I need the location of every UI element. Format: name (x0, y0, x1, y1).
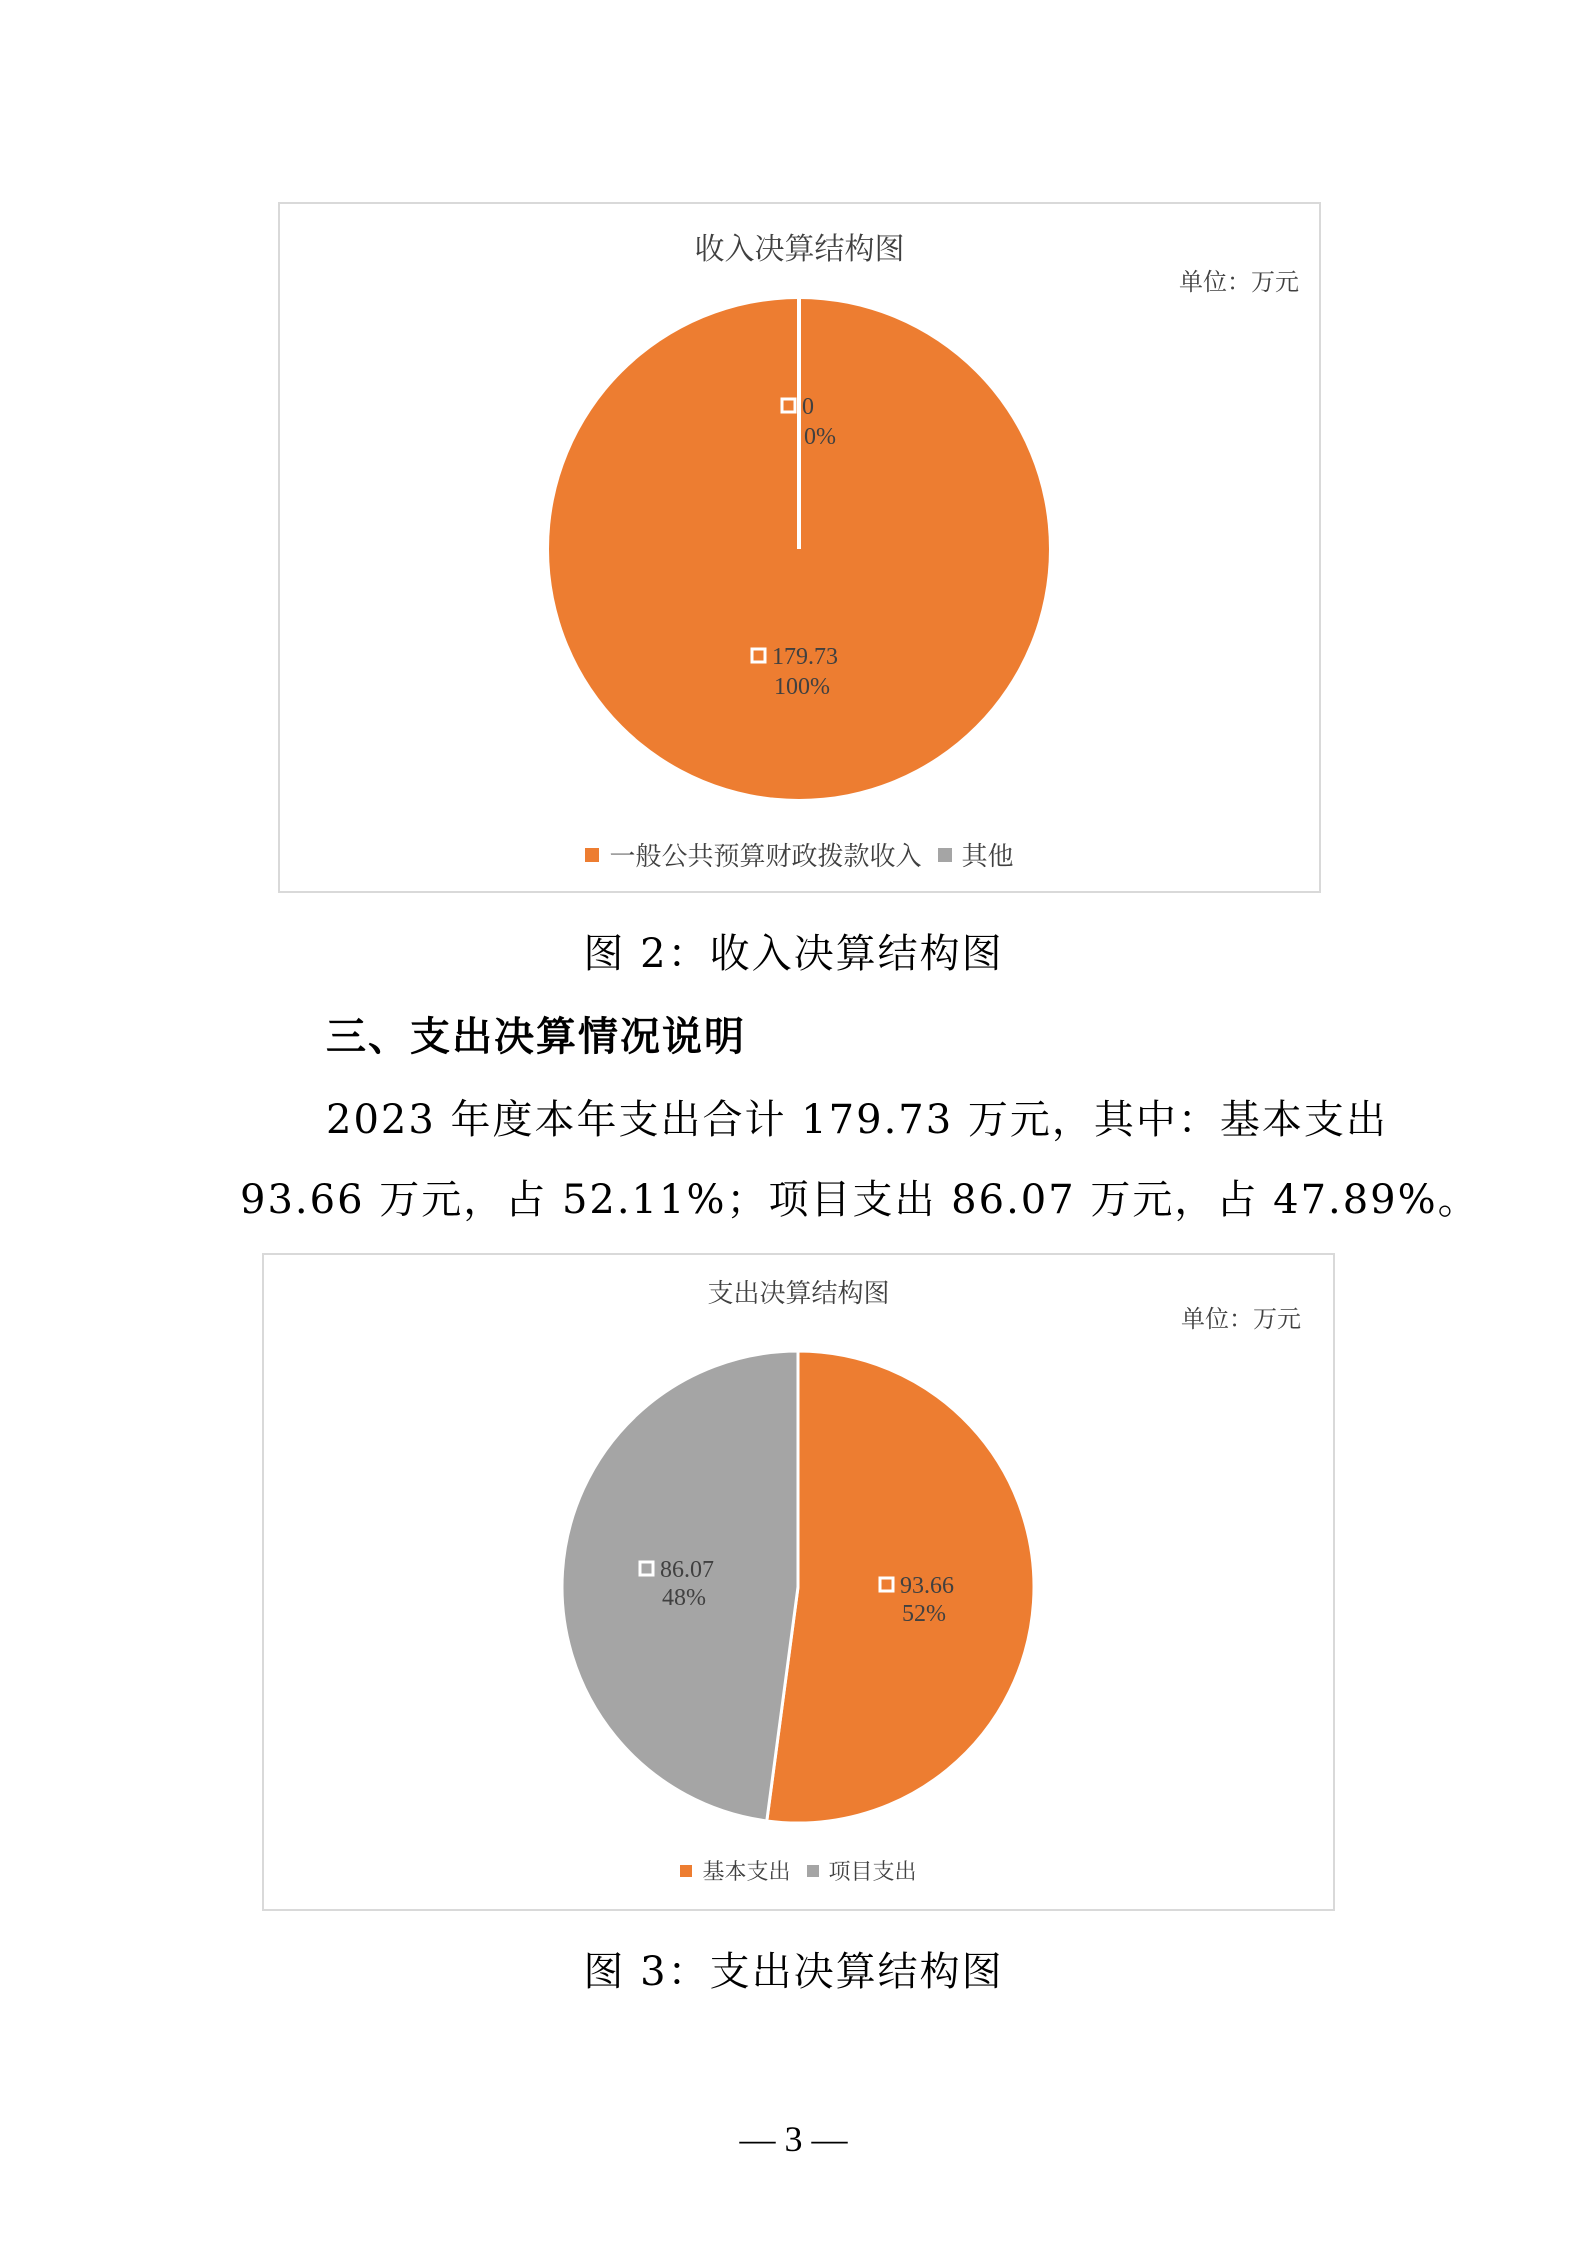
legend-swatch-gray (807, 1865, 819, 1877)
expenditure-chart-unit: 单位：万元 (1181, 1305, 1301, 1333)
section-heading: 三、支出决算情况说明 (326, 1014, 746, 1060)
legend-label: 基本支出 (702, 1860, 791, 1885)
income-legend (280, 836, 1319, 873)
legend-swatch-gray (938, 848, 952, 862)
expenditure-chart (262, 1253, 1335, 1911)
data-label-value: 93.66 (900, 1573, 954, 1599)
legend-label: 项目支出 (828, 1860, 917, 1885)
data-label-percent: 100% (774, 674, 830, 700)
income-chart-unit: 单位：万元 (1179, 268, 1299, 296)
legend-item-basic (680, 1855, 790, 1886)
data-label-value: 179.73 (772, 644, 838, 670)
figure-3-caption: 图 3：支出决算结构图 (583, 1949, 1004, 1995)
data-label-percent: 52% (902, 1601, 946, 1627)
income-pie (280, 204, 1319, 891)
income-chart-title: 收入决算结构图 (694, 232, 905, 267)
legend-item-project (807, 1855, 917, 1886)
legend-item-other (938, 836, 1014, 873)
expenditure-pie (264, 1255, 1333, 1909)
paragraph-line-1: 2023 年度本年支出合计 179.73 万元，其中：基本支出 (326, 1097, 1388, 1143)
expenditure-legend (264, 1855, 1333, 1886)
figure-2-caption: 图 2：收入决算结构图 (583, 931, 1004, 977)
legend-swatch-orange (680, 1865, 692, 1877)
legend-label: 一般公共预算财政拨款收入 (609, 842, 922, 872)
legend-swatch-orange (585, 848, 599, 862)
page-number: — 3 — (739, 2119, 848, 2159)
data-label-value: 86.07 (660, 1557, 714, 1583)
data-label-percent: 0% (804, 424, 836, 450)
legend-label: 其他 (961, 842, 1014, 872)
expenditure-chart-title: 支出决算结构图 (707, 1279, 890, 1309)
paragraph-line-2: 93.66 万元，占 52.11%；项目支出 86.07 万元，占 47.89%。 (240, 1177, 1480, 1223)
data-label-percent: 48% (662, 1585, 706, 1611)
income-chart (278, 202, 1321, 893)
data-label-value: 0 (802, 394, 814, 420)
legend-item-general-budget (585, 836, 921, 873)
